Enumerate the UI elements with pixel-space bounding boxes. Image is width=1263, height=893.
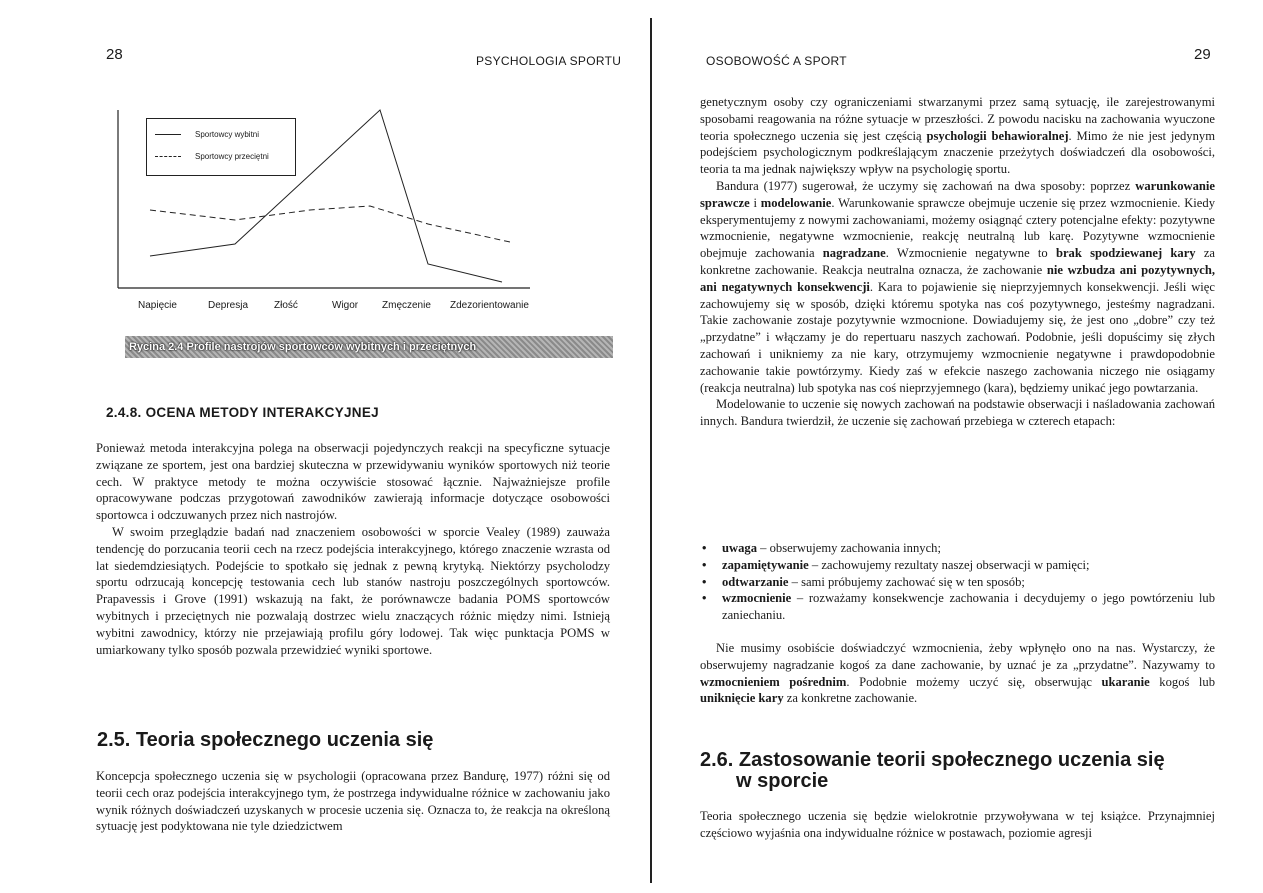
paragraph: Modelowanie to uczenie się nowych zachowań na podstawie obserwacji i naśladowania zachowań innych. Bandura twierdził, że uczenie się zachowań przebiega w czterech etapach:	[700, 397, 1215, 429]
bold-term: uniknięcie kary	[700, 691, 784, 706]
category-label: Napięcie	[138, 300, 177, 311]
right-body-text-3	[700, 808, 1215, 842]
paragraph: Ponieważ metoda interakcyjna polega na obserwacji pojedynczych reakcji na specyficzne sytuacje związane ze sportem, jest ona bardziej skuteczna w przewidywaniu wyników sportowych niż teorie cech. W praktyce metody te można oczywiście stosować łącznie. Najważniejsze profile opracowywane podczas przygotowań zawodników zawierają informacje dotyczące osobowości sportowca i odczuwanych przez nich nastrojów.	[96, 441, 610, 523]
right-body-text-2	[700, 640, 1215, 707]
category-label: Depresja	[208, 300, 249, 311]
section-heading-2-4-8: 2.4.8. OCENA METODY INTERAKCYJNEJ	[106, 405, 379, 420]
bold-term: modelowanie	[760, 195, 832, 210]
bullet-list-block	[700, 540, 1215, 624]
figure-caption	[125, 336, 613, 358]
bold-term: ukaranie	[1101, 674, 1150, 689]
bold-term: nagradzane	[822, 246, 886, 261]
legend-label: Sportowcy przeciętni	[195, 152, 269, 161]
section-heading-2-5: 2.5. Teoria społecznego uczenia się	[97, 729, 434, 751]
list-item: • wzmocnienie – rozważamy konsekwencje zachowania i decydujemy o jego powtórzeniu lub zaniechaniu.	[700, 590, 1215, 624]
list-item: • zapamiętywanie – zachowujemy rezultaty naszej obserwacji w pamięci;	[700, 557, 1215, 574]
legend-label: Sportowcy wybitni	[195, 130, 260, 139]
category-label: Złość	[274, 300, 298, 311]
list-item: • uwaga – obserwujemy zachowania innych;	[700, 540, 1215, 557]
right-page	[660, 0, 1263, 893]
chart-legend	[146, 118, 296, 176]
running-head-left: PSYCHOLOGIA SPORTU	[476, 54, 622, 68]
figure-caption-text: Rycina 2.4 Profile nastrojów sportowców wybitnych i przeciętnych	[129, 341, 477, 353]
paragraph: Koncepcja społecznego uczenia się w psychologii (opracowana przez Bandurę, 1977) różni się od teorii cech oraz podejścia interakcyjnego tym, że postrzega indywidualne różnice w zachowaniu jako wynik różnych doświadczeń uzyskanych w procesie uczenia się. Oznacza to, że reakcja na określoną sytuację jest podyktowana nie tyle dziedzictwem	[96, 769, 610, 834]
legend-item-average	[155, 152, 269, 161]
left-body-text	[96, 440, 610, 658]
section-heading-2-6: 2.6. Zastosowanie teorii społecznego uczenia się w sporcie	[700, 749, 1165, 792]
list-item: • odtwarzanie – sami próbujemy zachować się w ten sposób;	[700, 574, 1215, 591]
paragraph: Nie musimy osobiście doświadczyć wzmocnienia, żeby wpłynęło ono na nas. Wystarczy, że obserwujemy nagradzanie kogoś za dane zachowanie, by uznać je za „przydatne”. Nazywamy to wzmocnieniem pośrednim. Podobnie możemy uczyć się, obserwując ukaranie kogoś lub uniknięcie kary za konkretne zachowanie.	[700, 641, 1215, 706]
bold-term: nie wzbudza ani pozytywnych, ani negatywnych konsekwencji	[700, 262, 1215, 294]
paragraph: genetycznym osoby czy ograniczeniami stwarzanymi przez samą sytuację, ile zarejestrowanymi sposobami reagowania na różne sytuacje w przeszłości. Z powodu nacisku na zachowania wyuczone teoria społecznego uczenia się jest częścią psychologii behawioralnej. Mimo że nie jest jedynym podejściem psychologicznym podkreślającym znaczenie przeżytych doświadczeń dla osobowości, teoria ta ma jednak największy wpływ na psychologię sportu.	[700, 95, 1215, 177]
bold-term: wzmocnieniem pośrednim	[700, 674, 847, 689]
page-number-right: 29	[1194, 46, 1211, 63]
paragraph: Teoria społecznego uczenia się będzie wielokrotnie przywoływana w tej książce. Przynajmniej częściowo wyjaśnia ona indywidualne różnice w postawach, poziomie agresji	[700, 809, 1215, 840]
legend-item-elite	[155, 130, 259, 139]
paragraph: Bandura (1977) sugerował, że uczymy się zachowań na dwa sposoby: poprzez warunkowanie sprawcze i modelowanie. Warunkowanie sprawcze obejmuje uczenie się przez wzmocnienie. Kiedy eksperymentujemy z nowymi zachowaniami, możemy osiągnąć cztery potencjalne efekty: pozytywne wzmocnienie, negatywne wzmocnienie, reakcję neutralną lub karę. Pozytywne wzmocnienie obejmuje zachowania nagradzane. Wzmocnienie negatywne to brak spodziewanej kary za konkretne zachowanie. Reakcja neutralna oznacza, że zachowanie nie wzbudza ani pozytywnych, ani negatywnych konsekwencji. Kara to pojawienie się nieprzyjemnych konsekwencji. Jeśli więc zachowujemy się w sposób, dzięki któremu spotyka nas coś pozytywnego, jesteśmy nagradzani. Takie zachowanie zostaje pozytywnie wzmocnione. Dowiadujemy się, że jest ono „dobre” czy też „przydatne” i włączamy je do repertuaru naszych zachowań. Podobnie, jeśli dopuścimy się złych zachowań i unikniemy za nie kary, otrzymujemy wzmocnienie negatywne i prawdopodobnie zachowanie takie powtórzymy. Kiedy zaś w efekcie naszego zachowania niczego nie osiągamy (reakcja neutralna) lub spotyka nas coś nieprzyjemnego (kara), będziemy unikać jego powtarzania.	[700, 178, 1216, 395]
running-head-right: OSOBOWOŚĆ A SPORT	[706, 54, 847, 68]
paragraph: W swoim przeglądzie badań nad znaczeniem osobowości w sporcie Vealey (1989) zauważa tendencję do porzucania teorii cech na rzecz podejścia interakcyjnego, którego znaczenie wzrasta od lat siedemdziesiątych. Podejście to spotkało się jednak z pewną krytyką. Niektórzy psycholodzy sportu odrzucają koncepcję testowania cech lub stanów nastroju poszczególnych sportowców. Prapavessis i Grove (1991) wskazują na fakt, że porównawcze badania POMS sportowców wybitnych i przeciętnych nie pozwalają dostrzec wielu znaczących różnic między nimi. Istnieją wybitni zawodnicy, którzy nie przejawiają profilu góry lodowej. Tak więc punktacja POMS w umiarkowany tylko sposób pozwala przewidzieć wyniki sportowe.	[96, 524, 610, 657]
series-average-line	[150, 206, 510, 242]
bold-term: brak spodziewanej kary	[1055, 246, 1196, 261]
bold-term: psychologii behawioralnej	[926, 128, 1069, 143]
bullet-list	[700, 540, 1215, 624]
category-label: Wigor	[332, 300, 359, 311]
left-body-text-2	[96, 768, 610, 835]
bold-term: warunkowanie sprawcze	[700, 178, 1215, 210]
category-label: Zmęczenie	[382, 300, 431, 311]
legend-swatch-solid	[155, 134, 181, 135]
book-spine	[650, 18, 652, 883]
category-label: Zdezorientowanie	[450, 300, 529, 311]
right-body-text	[700, 94, 1215, 430]
legend-swatch-dashed	[155, 156, 181, 157]
mood-profile-figure	[110, 100, 620, 322]
page-number-left: 28	[106, 46, 123, 63]
